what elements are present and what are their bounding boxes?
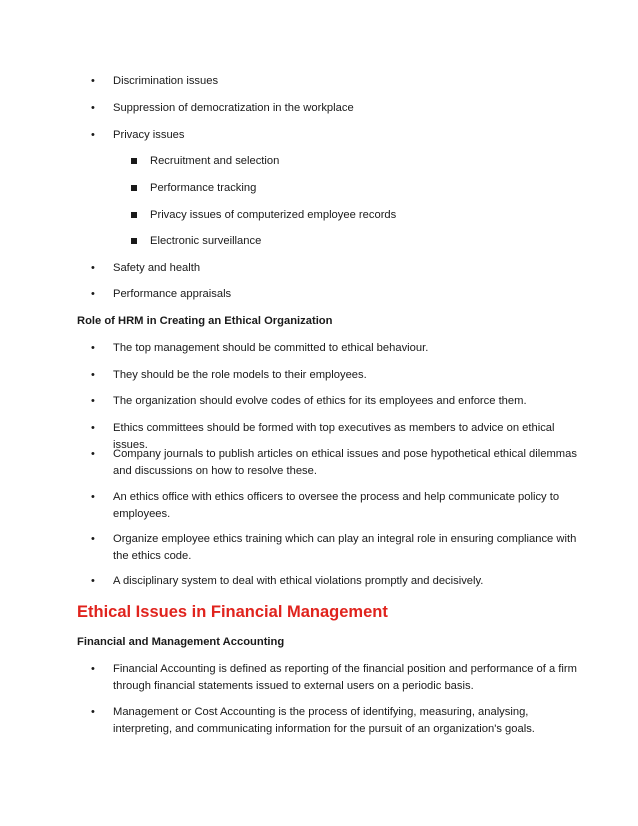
list-item: Management or Cost Accounting is the process of identifying, measuring, analysing, interpreting, and communicating information for the pursuit of an organization's goals.: [113, 706, 535, 735]
square-bullet-icon: [131, 212, 137, 218]
list-item: Performance appraisals: [113, 288, 232, 300]
bullet-icon: •: [91, 262, 95, 274]
bullet-icon: •: [91, 422, 95, 434]
bullet-icon: •: [91, 395, 95, 407]
bullet-icon: •: [91, 663, 95, 675]
sub-list-item: Privacy issues of computerized employee records: [150, 209, 397, 221]
sub-list-item: Performance tracking: [150, 182, 257, 194]
subheading-financial: Financial and Management Accounting: [77, 636, 285, 648]
square-bullet-icon: [131, 185, 137, 191]
list-item: Privacy issues: [113, 129, 185, 141]
bullet-icon: •: [91, 491, 95, 503]
list-item: A disciplinary system to deal with ethical violations promptly and decisively.: [113, 575, 484, 587]
bullet-icon: •: [91, 369, 95, 381]
sub-list-item: Electronic surveillance: [150, 235, 262, 247]
bullet-icon: •: [91, 129, 95, 141]
bullet-icon: •: [91, 448, 95, 460]
list-item: Discrimination issues: [113, 75, 219, 87]
list-item: An ethics office with ethics officers to oversee the process and help communicate policy to employees.: [113, 491, 560, 520]
list-item: They should be the role models to their employees.: [113, 369, 367, 381]
bullet-icon: •: [91, 533, 95, 545]
section-title: Ethical Issues in Financial Management: [77, 603, 388, 621]
list-item: The organization should evolve codes of ethics for its employees and enforce them.: [113, 395, 527, 407]
sub-list-item: Recruitment and selection: [150, 155, 280, 167]
list-item: Company journals to publish articles on ethical issues and pose hypothetical ethical dilemmas and discussions on how to resolve these.: [113, 448, 577, 477]
list-item: Organize employee ethics training which can play an integral role in ensuring compliance with the ethics code.: [113, 533, 577, 562]
list-item: Ethics committees should be formed with top executives as members to advice on ethical issues.: [113, 422, 555, 451]
list-item: Financial Accounting is defined as reporting of the financial position and performance of a firm through financial statements issued to external users on a periodic basis.: [113, 663, 577, 692]
bullet-icon: •: [91, 288, 95, 300]
bullet-icon: •: [91, 75, 95, 87]
list-item: Suppression of democratization in the workplace: [113, 102, 354, 114]
list-item: Safety and health: [113, 262, 201, 274]
bullet-icon: •: [91, 706, 95, 718]
bullet-icon: •: [91, 575, 95, 587]
list-item: The top management should be committed to ethical behaviour.: [113, 342, 429, 354]
square-bullet-icon: [131, 238, 137, 244]
square-bullet-icon: [131, 158, 137, 164]
subheading-hrm: Role of HRM in Creating an Ethical Organization: [77, 315, 333, 327]
bullet-icon: •: [91, 342, 95, 354]
bullet-icon: •: [91, 102, 95, 114]
